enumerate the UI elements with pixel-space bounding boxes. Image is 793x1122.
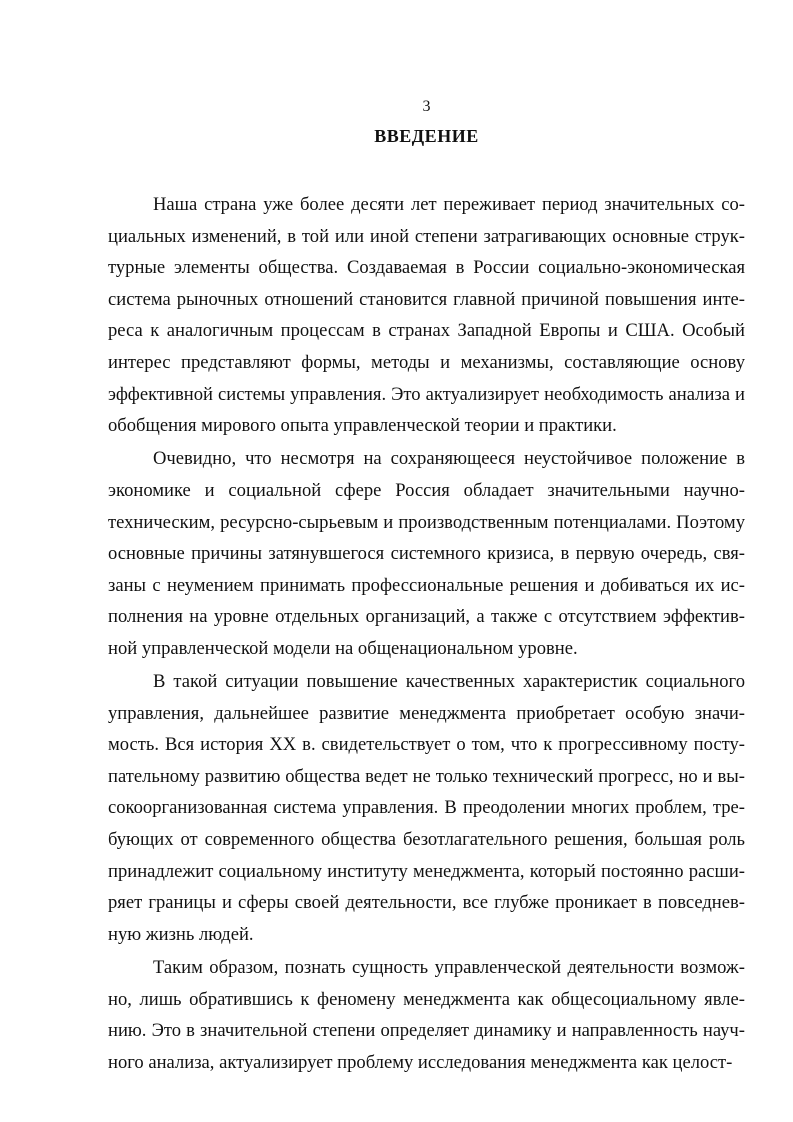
- paragraph-1: Наша страна уже более десяти лет переживает период значительных социальных изменений, в той или иной степени затрагивающих основные структурные элементы общества. Создаваемая в России социально-экономическая система рыночных отношений становится главной причиной повышения интереса к аналогичным процессам в странах Западной Европы и США. Особый интерес представляют формы, методы и механизмы, составляющие основу эффективной системы управления. Это актуализирует необходимость анализа и обобщения мирового опыта управленческой теории и практики.: [108, 194, 745, 437]
- page-title: ВВЕДЕНИЕ: [374, 126, 479, 146]
- paragraph-3: В такой ситуации повышение качественных характеристик социального управления, дальнейшее развитие менеджмента приобретает особую значимость. Вся история XX в. свидетельствует о том, что к прогрессивному поступательному развитию общества ведет не только технический прогресс, но и высокоорганизованная система управления. В преодолении многих проблем, требующих от современного общества безотлагательного решения, большая роль принадлежит социальному институту менеджмента, который постоянно расширяет границы и сферы своей деятельности, все глубже проникает в повседневную жизнь людей.: [108, 671, 745, 945]
- document-body: [108, 189, 745, 1078]
- page-number: 3: [422, 98, 431, 115]
- paragraph-2: Очевидно, что несмотря на сохраняющееся неустойчивое положение в экономике и социальной сфере Россия обладает значительными научно-техническим, ресурсно-сырьевым и производственным потенциалами. Поэтому основные причины затянувшегося системного кризиса, в первую очередь, связаны с неумением принимать профессиональные решения и добиваться их исполнения на уровне отдельных организаций, а также с отсутствием эффективной управленческой модели на общенациональном уровне.: [108, 448, 745, 659]
- paragraph-4: Таким образом, познать сущность управленческой деятельности возможно, лишь обратившись к феномену менеджмента как общесоциальному явлению. Это в значительной степени определяет динамику и направленность научного анализа, актуализирует проблему исследования менеджмента как целост-: [108, 957, 745, 1073]
